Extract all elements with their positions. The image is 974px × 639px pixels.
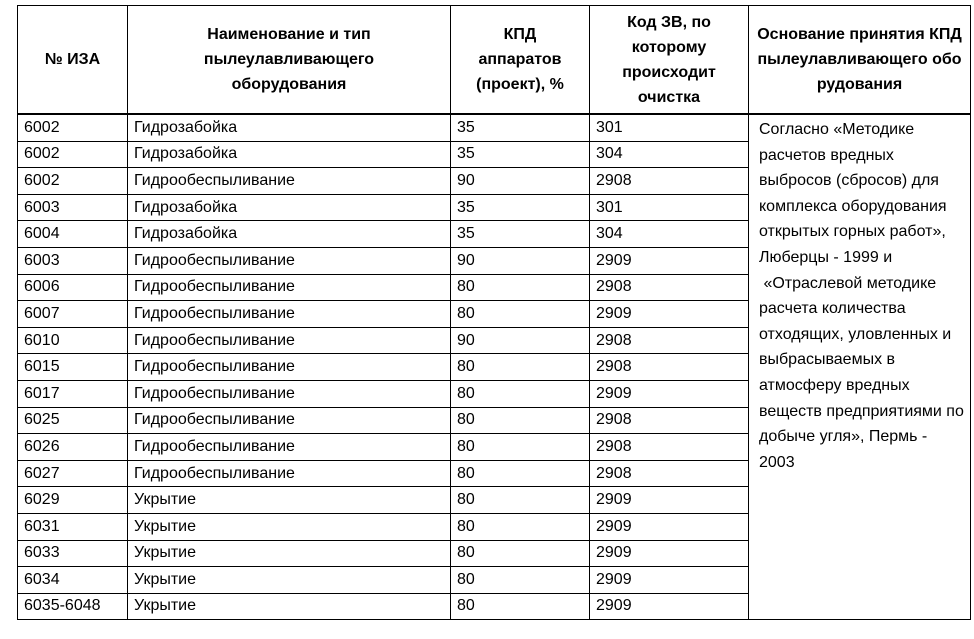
cell-equipment-name: Гидрообеспыливание	[128, 434, 451, 461]
dust-equipment-table	[17, 5, 971, 620]
cell-efficiency: 80	[451, 354, 590, 381]
header-basis: Основание принятия КПД пылеулавливающего оборудования	[749, 6, 971, 115]
cell-efficiency: 80	[451, 407, 590, 434]
cell-equipment-name: Гидрообеспыливание	[128, 168, 451, 195]
cell-source-number: 6025	[18, 407, 128, 434]
cell-pollutant-code: 2909	[590, 567, 749, 594]
header-source-number: № ИЗА	[18, 6, 128, 115]
cell-pollutant-code: 301	[590, 194, 749, 221]
cell-pollutant-code: 2909	[590, 513, 749, 540]
cell-efficiency: 35	[451, 194, 590, 221]
table-row	[18, 114, 971, 141]
cell-pollutant-code: 2908	[590, 274, 749, 301]
cell-source-number: 6029	[18, 487, 128, 514]
cell-source-number: 6033	[18, 540, 128, 567]
cell-equipment-name: Укрытие	[128, 540, 451, 567]
cell-pollutant-code: 2908	[590, 407, 749, 434]
cell-basis	[749, 114, 971, 620]
cell-pollutant-code: 304	[590, 221, 749, 248]
cell-efficiency: 80	[451, 513, 590, 540]
cell-equipment-name: Гидрообеспыливание	[128, 460, 451, 487]
cell-efficiency: 80	[451, 487, 590, 514]
cell-source-number: 6003	[18, 247, 128, 274]
cell-pollutant-code: 2909	[590, 301, 749, 328]
cell-pollutant-code: 2909	[590, 487, 749, 514]
cell-equipment-name: Гидрозабойка	[128, 141, 451, 168]
cell-equipment-name: Гидрообеспыливание	[128, 407, 451, 434]
table-body	[18, 114, 971, 620]
cell-pollutant-code: 2908	[590, 327, 749, 354]
header-equipment-name: Наименование и тип пылеулавливающего оборудования	[128, 6, 451, 115]
cell-equipment-name: Гидрообеспыливание	[128, 354, 451, 381]
cell-efficiency: 35	[451, 114, 590, 141]
cell-pollutant-code: 2909	[590, 540, 749, 567]
cell-pollutant-code: 2908	[590, 168, 749, 195]
cell-equipment-name: Укрытие	[128, 567, 451, 594]
cell-efficiency: 80	[451, 274, 590, 301]
cell-equipment-name: Укрытие	[128, 487, 451, 514]
basis-text: Согласно «Методике расчетов вредных выбросов (сбросов) для комплекса оборудования открытых горных работ», Люберцы - 1999 и «Отраслевой методике расчета количества отходящих, уловленных и выбрасываемых в атмосферу вредных веществ предприятиями по добыче угля», Пермь - 2003	[759, 121, 964, 471]
cell-equipment-name: Гидрозабойка	[128, 114, 451, 141]
cell-efficiency: 90	[451, 327, 590, 354]
table-header-row	[18, 6, 971, 115]
cell-source-number: 6002	[18, 141, 128, 168]
cell-source-number: 6027	[18, 460, 128, 487]
cell-source-number: 6026	[18, 434, 128, 461]
cell-source-number: 6006	[18, 274, 128, 301]
cell-efficiency: 80	[451, 380, 590, 407]
cell-source-number: 6007	[18, 301, 128, 328]
cell-equipment-name: Гидрообеспыливание	[128, 247, 451, 274]
header-efficiency: КПД аппаратов (проект), %	[451, 6, 590, 115]
cell-source-number: 6002	[18, 168, 128, 195]
cell-efficiency: 35	[451, 141, 590, 168]
cell-pollutant-code: 301	[590, 114, 749, 141]
cell-pollutant-code: 2908	[590, 434, 749, 461]
cell-source-number: 6002	[18, 114, 128, 141]
cell-equipment-name: Гидрообеспыливание	[128, 274, 451, 301]
cell-source-number: 6035-6048	[18, 593, 128, 620]
cell-source-number: 6017	[18, 380, 128, 407]
cell-pollutant-code: 2908	[590, 354, 749, 381]
cell-pollutant-code: 2909	[590, 247, 749, 274]
header-pollutant-code: Код ЗВ, по которому происходит очистка	[590, 6, 749, 115]
cell-pollutant-code: 2908	[590, 460, 749, 487]
cell-pollutant-code: 2909	[590, 380, 749, 407]
cell-source-number: 6031	[18, 513, 128, 540]
cell-source-number: 6010	[18, 327, 128, 354]
cell-efficiency: 35	[451, 221, 590, 248]
cell-equipment-name: Гидрообеспыливание	[128, 327, 451, 354]
cell-source-number: 6003	[18, 194, 128, 221]
cell-efficiency: 80	[451, 540, 590, 567]
cell-equipment-name: Укрытие	[128, 593, 451, 620]
cell-efficiency: 80	[451, 567, 590, 594]
cell-equipment-name: Укрытие	[128, 513, 451, 540]
cell-efficiency: 80	[451, 460, 590, 487]
cell-equipment-name: Гидрозабойка	[128, 221, 451, 248]
cell-source-number: 6004	[18, 221, 128, 248]
cell-pollutant-code: 304	[590, 141, 749, 168]
cell-efficiency: 80	[451, 593, 590, 620]
cell-efficiency: 90	[451, 247, 590, 274]
cell-equipment-name: Гидрозабойка	[128, 194, 451, 221]
cell-pollutant-code: 2909	[590, 593, 749, 620]
cell-source-number: 6015	[18, 354, 128, 381]
cell-efficiency: 90	[451, 168, 590, 195]
cell-efficiency: 80	[451, 434, 590, 461]
cell-source-number: 6034	[18, 567, 128, 594]
cell-equipment-name: Гидрообеспыливание	[128, 301, 451, 328]
cell-efficiency: 80	[451, 301, 590, 328]
cell-equipment-name: Гидрообеспыливание	[128, 380, 451, 407]
